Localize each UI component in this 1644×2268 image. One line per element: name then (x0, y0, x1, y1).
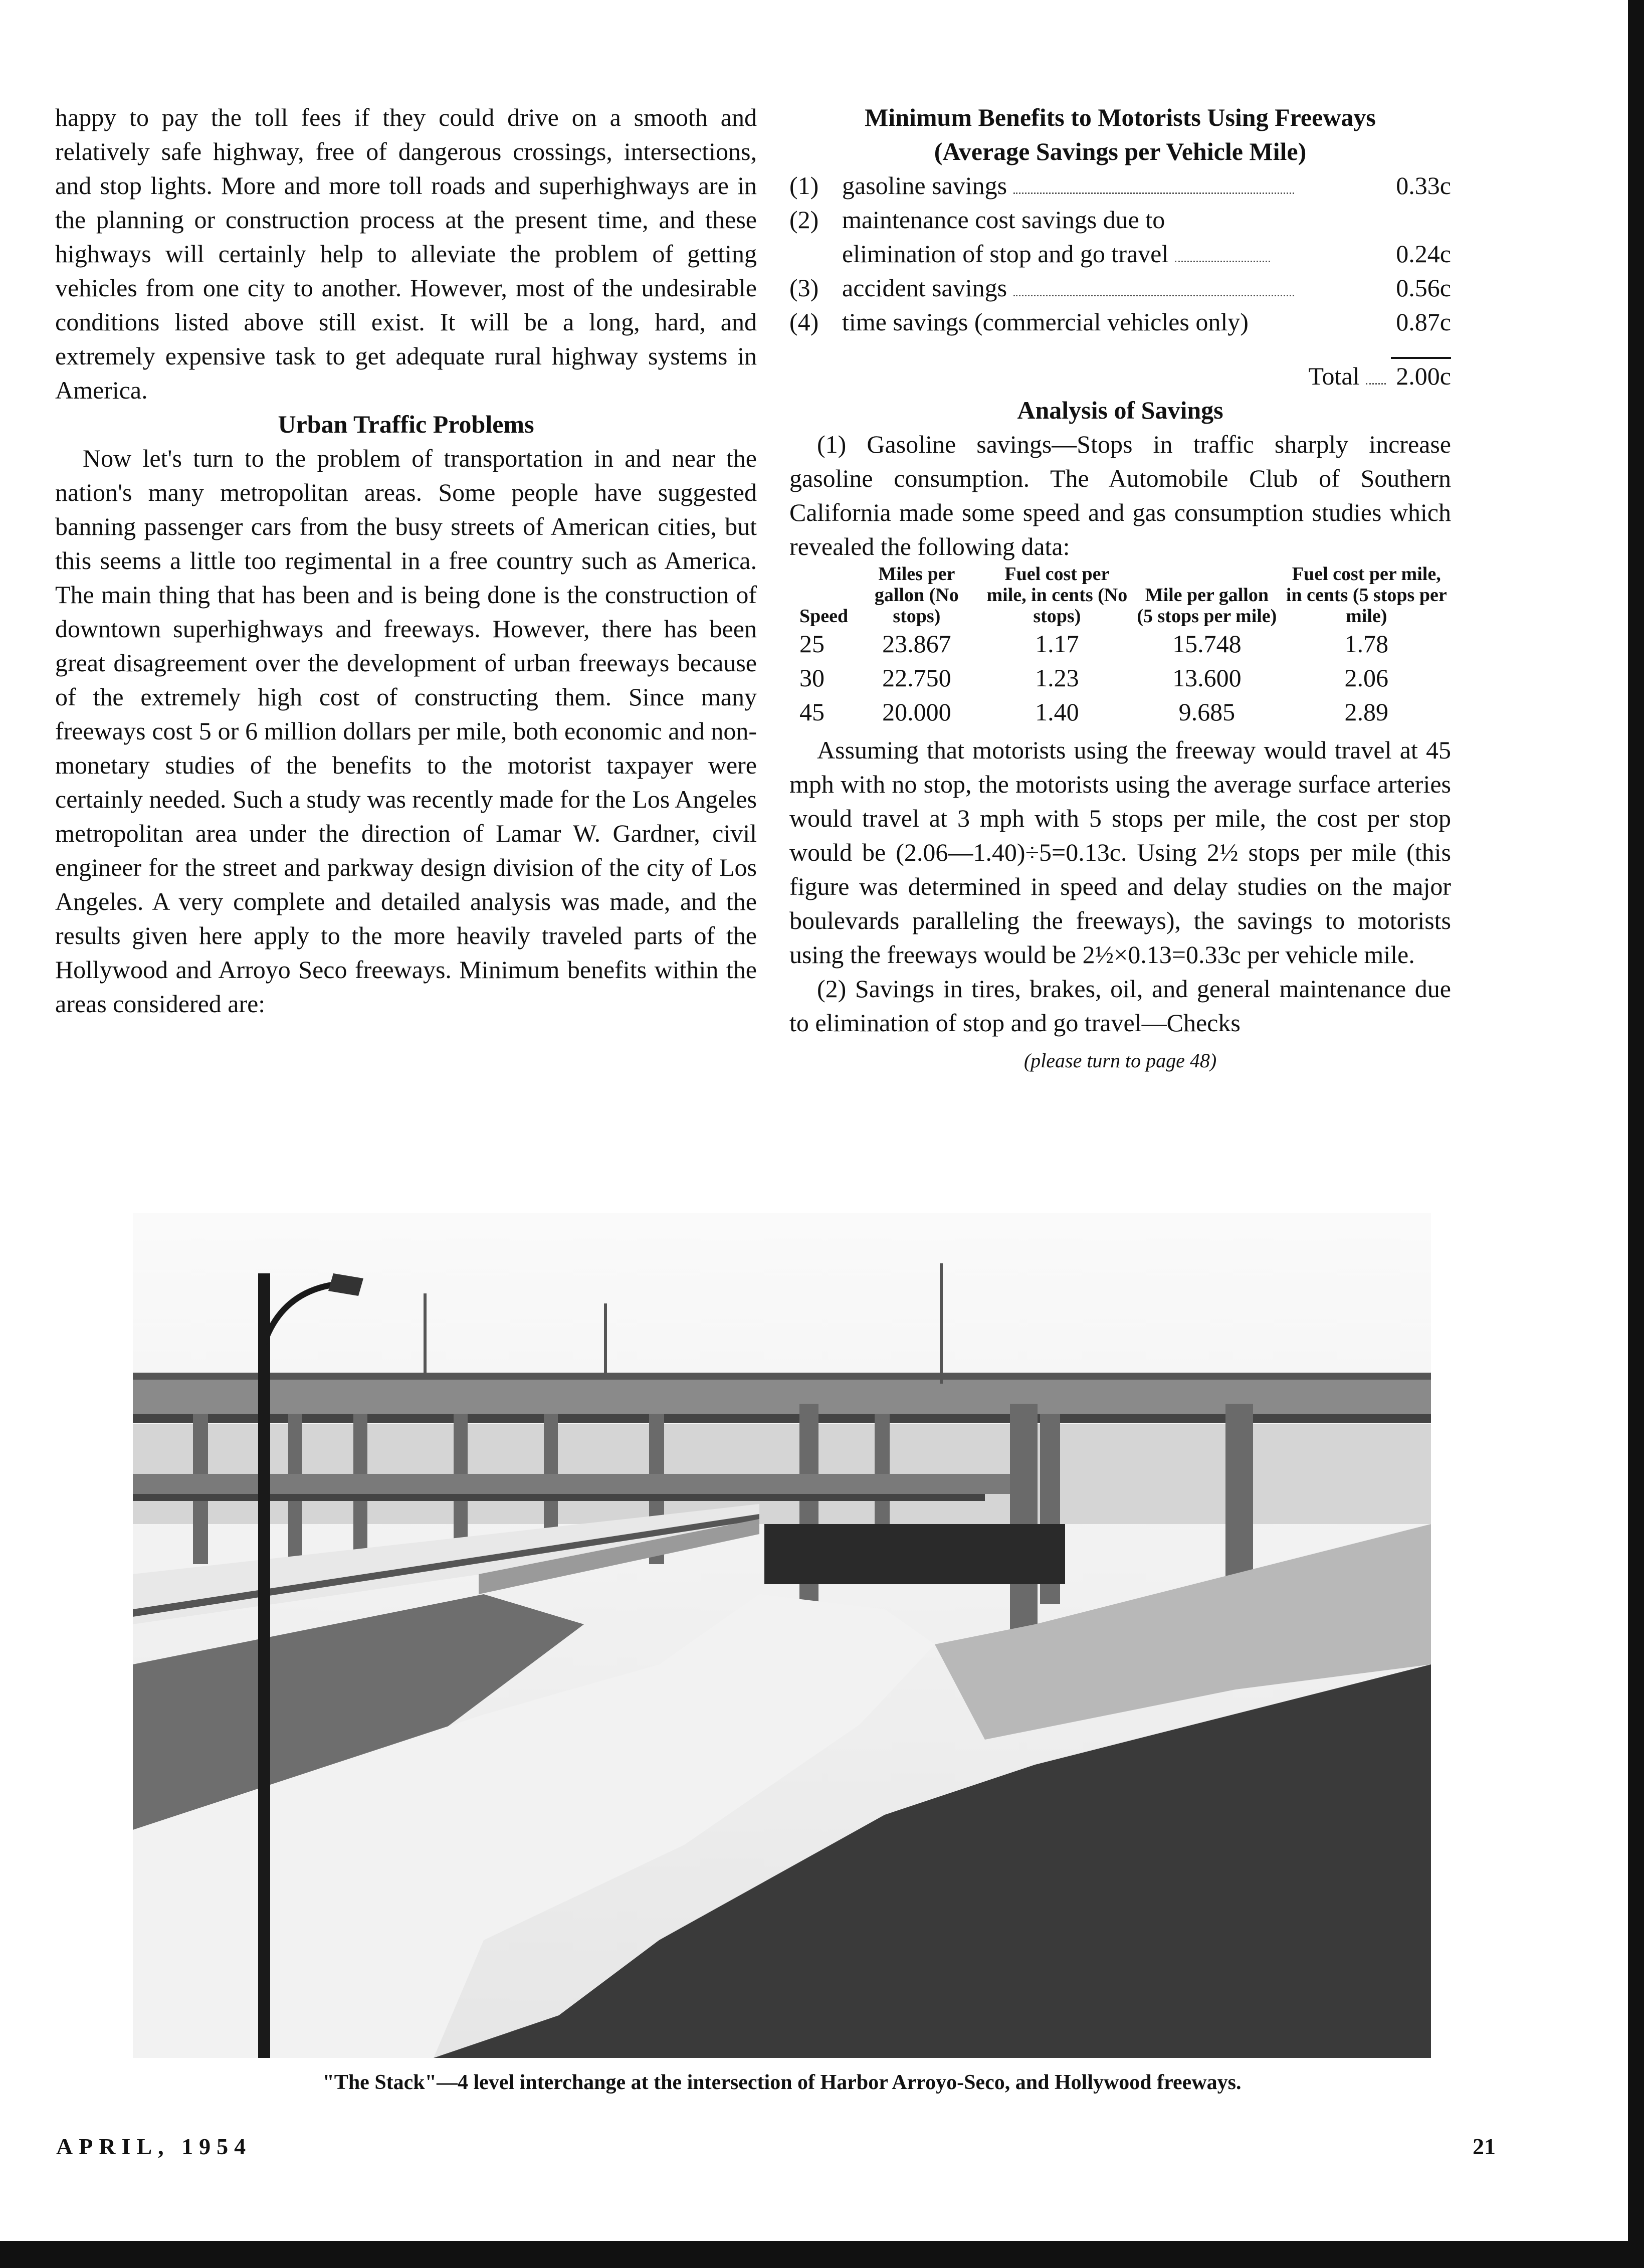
table-cell: 1.78 (1344, 630, 1388, 658)
benefit-value: 0.24c (1396, 240, 1451, 268)
benefits-title: Minimum Benefits to Motorists Using Freeways (865, 103, 1376, 131)
column-header: Speed (799, 606, 849, 627)
table-row (789, 695, 1451, 729)
benefits-table (789, 168, 1451, 393)
benefit-number: (2) (789, 206, 819, 234)
benefit-row (789, 305, 1451, 339)
total-row (789, 359, 1451, 393)
column-header: Miles per gallon (No stops) (874, 563, 959, 627)
cost-per-stop-paragraph: Assuming that motorists using the freeway would travel at 45 mph with no stop, the motorists using the average surface arteries would travel at 3 mph with 5 stops per mile, the cost per stop would be (2.06—1.40)÷5=0.13c. Using 2½ stops per mile (this figure was determined in speed and delay studies on the major boulevards paralleling the freeways), the savings to motorists using the freeways would be 2½×0.13=0.33c per vehicle mile. (789, 736, 1451, 969)
lamp-post (258, 1273, 270, 2058)
table-header-row (789, 563, 1451, 627)
urban-traffic-heading: Urban Traffic Problems (278, 410, 534, 438)
table-cell: 45 (799, 698, 825, 726)
continued-note: (please turn to page 48) (1023, 1049, 1217, 1072)
maintenance-savings-paragraph: (2) Savings in tires, brakes, oil, and general maintenance due to elimination of stop and go travel—Checks (789, 975, 1451, 1037)
total-label: Total (842, 359, 1386, 393)
left-column (55, 100, 757, 1021)
table-cell: 13.600 (1172, 664, 1242, 692)
benefit-description: elimination of stop and go travel (842, 237, 1386, 271)
table-cell: 22.750 (882, 664, 951, 692)
benefit-number: (1) (789, 171, 819, 200)
benefit-row (789, 237, 1451, 271)
benefit-number: (4) (789, 308, 819, 336)
column-header: Mile per gallon (5 stops per mile) (1137, 585, 1277, 627)
table-cell: 25 (799, 630, 825, 658)
table-row (789, 661, 1451, 695)
table-row (789, 627, 1451, 661)
benefit-row (789, 271, 1451, 305)
benefits-subtitle: (Average Savings per Vehicle Mile) (934, 137, 1307, 165)
column-header: Fuel cost per mile, in cents (No stops) (986, 563, 1128, 627)
benefit-description: accident savings (842, 271, 1386, 305)
interchange-photo (133, 1213, 1431, 2058)
benefit-row (789, 203, 1451, 237)
benefit-number (789, 237, 842, 271)
urban-traffic-paragraph: Now let's turn to the problem of transportation in and near the nation's many metropolitan areas. Some people have suggested banning passenger cars from the busy streets of American cities, but this seems a little too regimental in a free country such as America. The main thing that has been and is being done is the construction of downtown superhighways and freeways. However, there has been great disagreement over the development of urban freeways because of the extremely high cost of constructing them. Since many freeways cost 5 or 6 million dollars per mile, both economic and non-monetary studies of the benefits to the motorist taxpayer were certainly needed. Such a study was recently made for the Los Angeles metropolitan area under the direction of Lamar W. Gardner, civil engineer for the street and parkway design division of the city of Los Angeles. A very complete and detailed analysis was made, and the results given here apply to the more heavily traveled parts of the Hollywood and Arroyo Seco freeways. Minimum benefits within the areas considered are: (55, 444, 757, 1018)
total-value: 2.00c (1396, 362, 1451, 390)
scan-border-right (1628, 0, 1644, 2268)
table-cell: 23.867 (882, 630, 951, 658)
benefit-row (789, 168, 1451, 203)
column-header: Fuel cost per mile, in cents (5 stops per mile) (1286, 563, 1447, 627)
table-cell: 15.748 (1172, 630, 1242, 658)
benefit-value (1386, 203, 1451, 237)
table-cell: 1.17 (1035, 630, 1079, 658)
table-cell: 30 (799, 664, 825, 692)
benefit-value: 0.56c (1396, 274, 1451, 302)
table-cell: 1.40 (1035, 698, 1079, 726)
table-cell: 1.23 (1035, 664, 1079, 692)
benefit-description: time savings (commercial vehicles only) (842, 308, 1249, 336)
analysis-heading: Analysis of Savings (1017, 396, 1223, 424)
benefit-description: gasoline savings (842, 168, 1386, 203)
table-cell: 20.000 (882, 698, 951, 726)
benefit-value: 0.33c (1396, 171, 1451, 200)
issue-date: APRIL, 1954 (56, 2134, 252, 2159)
interchange-illustration (133, 1213, 1431, 2058)
table-cell: 2.89 (1344, 698, 1388, 726)
opening-paragraph: happy to pay the toll fees if they could drive on a smooth and relatively safe highway, free of dangerous crossings, intersections, and stop lights. More and more toll roads and superhighways are in the planning or construction process at the present time, and these highways will certainly help to alleviate the problem of getting vehicles from one city to another. However, most of the undesirable conditions listed above still exist. It will be a long, hard, and extremely expensive task to get adequate rural highway systems in America. (55, 103, 757, 404)
photo-caption: "The Stack"—4 level interchange at the intersection of Harbor Arroyo-Seco, and Hollywood freeways. (322, 2071, 1242, 2094)
table-cell: 2.06 (1344, 664, 1388, 692)
gasoline-savings-paragraph: (1) Gasoline savings—Stops in traffic sharply increase gasoline consumption. The Automobile Club of Southern California made some speed and gas consumption studies which revealed the following data: (789, 430, 1451, 560)
benefit-value: 0.87c (1396, 308, 1451, 336)
scan-border-bottom (0, 2241, 1644, 2268)
benefit-number: (3) (789, 274, 819, 302)
benefit-description: maintenance cost savings due to (842, 206, 1165, 234)
speed-gas-table (789, 563, 1451, 729)
right-column (789, 100, 1451, 1078)
total-rule-row (789, 339, 1451, 359)
table-cell: 9.685 (1178, 698, 1236, 726)
page-number: 21 (1473, 2134, 1496, 2159)
